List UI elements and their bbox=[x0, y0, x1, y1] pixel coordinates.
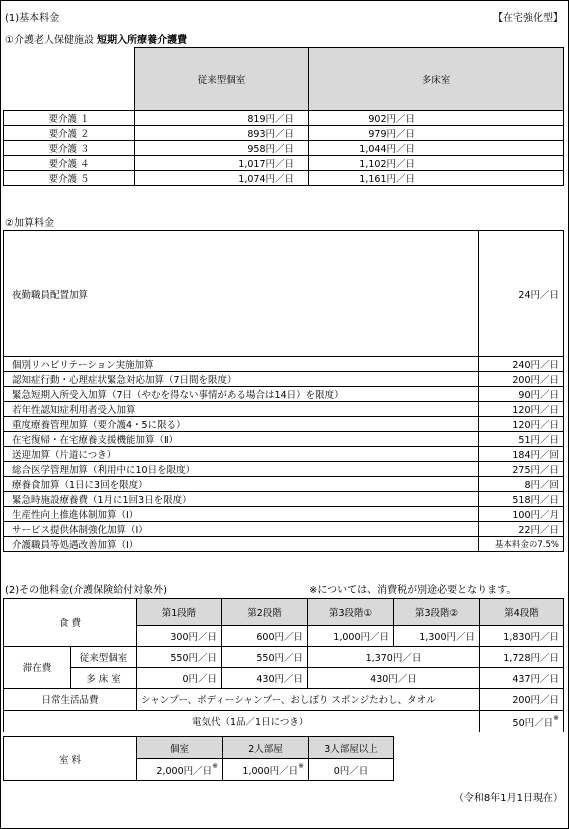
private-fee: 958円／日 bbox=[135, 141, 309, 156]
shared-fee: 979円／日 bbox=[309, 126, 564, 141]
private-fee: 1,017円／日 bbox=[135, 156, 309, 171]
addon-value: 240円／日 bbox=[479, 357, 564, 372]
care-level-label: 要介護 １ bbox=[4, 111, 135, 126]
room-col-double: 2人部屋 bbox=[223, 737, 309, 759]
stage-header: 第1段階 bbox=[137, 599, 222, 626]
care-level-label: 要介護 ３ bbox=[4, 141, 135, 156]
addon-value: 120円／日 bbox=[479, 417, 564, 432]
table-row bbox=[4, 387, 564, 402]
col-shared: 多床室 bbox=[309, 48, 564, 111]
addon-value: 200円／日 bbox=[479, 372, 564, 387]
stay-fee: 0円／日 bbox=[137, 667, 222, 688]
table-row bbox=[4, 710, 564, 732]
addon-value: 120円／日 bbox=[479, 402, 564, 417]
tax-note: ※については、消費税が別途必要となります。 bbox=[309, 585, 517, 596]
stay-fee: 1,728円／日 bbox=[480, 646, 564, 667]
electric-fee-cell bbox=[480, 710, 564, 732]
electric-row bbox=[4, 710, 480, 732]
room-fee-cell bbox=[223, 759, 309, 781]
table-row bbox=[4, 141, 564, 156]
addon-value: 90円／日 bbox=[479, 387, 564, 402]
meal-fee: 600円／日 bbox=[222, 625, 308, 646]
addons-heading: ②加算料金 bbox=[5, 218, 54, 229]
shared-fee: 1,102円／日 bbox=[309, 156, 564, 171]
blank-corner bbox=[4, 48, 135, 111]
table-row bbox=[4, 111, 564, 126]
addon-label: 重度療養管理加算（要介護4・5に限る） bbox=[4, 417, 479, 432]
table-row bbox=[4, 231, 564, 357]
daily-fee: 200円／日 bbox=[480, 688, 564, 710]
stay-fee: 430円／日 bbox=[222, 667, 308, 688]
basic-heading bbox=[5, 31, 187, 46]
addon-label: 緊急短期入所受入加算（7日（やむを得ない事情がある場合は14日）を限度） bbox=[4, 387, 479, 402]
daily-desc: シャンプー、ボディーシャンプー、おしぼり スポンジたわし、タオル bbox=[137, 688, 480, 710]
addon-label: 介護職員等処遇改善加算（Ⅰ） bbox=[4, 537, 479, 552]
room-fee: 0円／日 bbox=[309, 759, 394, 781]
meal-fee: 1,300円／日 bbox=[394, 625, 480, 646]
room-col-multi: 3人部屋以上 bbox=[309, 737, 394, 759]
meal-fee: 300円／日 bbox=[137, 625, 222, 646]
section-title: (1)基本料金 bbox=[5, 13, 60, 24]
table-row bbox=[4, 372, 564, 387]
effective-date: （令和8年1月1日現在） bbox=[453, 793, 563, 804]
table-row bbox=[4, 357, 564, 372]
other-fee-table bbox=[3, 598, 564, 732]
addon-value: 51円／日 bbox=[479, 432, 564, 447]
addon-value: 8円／回 bbox=[479, 477, 564, 492]
tax-mark: ※ bbox=[553, 713, 559, 722]
basic-heading-bold: 短期入所療養介護費 bbox=[97, 35, 188, 46]
table-row bbox=[4, 507, 564, 522]
stage-header: 第2段階 bbox=[222, 599, 308, 626]
addon-value: 184円／回 bbox=[479, 447, 564, 462]
table-row bbox=[4, 402, 564, 417]
private-fee: 1,074円／日 bbox=[135, 171, 309, 186]
addon-label: サービス提供体制強化加算（Ⅰ） bbox=[4, 522, 479, 537]
addon-label: 在宅復帰・在宅療養支援機能加算（Ⅱ） bbox=[4, 432, 479, 447]
table-row bbox=[4, 417, 564, 432]
addon-label: 療養食加算（1日に3回を限度） bbox=[4, 477, 479, 492]
addon-label: 送迎加算（片道につき） bbox=[4, 447, 479, 462]
table-row bbox=[4, 462, 564, 477]
stay-fee: 550円／日 bbox=[137, 646, 222, 667]
table-row bbox=[4, 126, 564, 141]
stay-fee: 437円／日 bbox=[480, 667, 564, 688]
other-heading: (2)その他料金(介護保険給付対象外) bbox=[5, 585, 167, 596]
table-row bbox=[4, 477, 564, 492]
table-row bbox=[4, 646, 564, 667]
table-row bbox=[4, 667, 564, 688]
table-row bbox=[4, 522, 564, 537]
private-fee: 819円／日 bbox=[135, 111, 309, 126]
room-fee-table bbox=[3, 736, 394, 781]
shared-fee: 902円／日 bbox=[309, 111, 564, 126]
care-level-label: 要介護 ２ bbox=[4, 126, 135, 141]
table-row bbox=[4, 171, 564, 186]
col-private: 従来型個室 bbox=[135, 48, 309, 111]
meal-label: 食 費 bbox=[4, 599, 137, 647]
addon-value: 100円／月 bbox=[479, 507, 564, 522]
addon-label: 生産性向上推進体制加算（Ⅰ） bbox=[4, 507, 479, 522]
daily-label: 日常生活品費 bbox=[4, 688, 137, 710]
addon-label: 総合医学管理加算（利用中に10日を限度） bbox=[4, 462, 479, 477]
stay-fee: 430円／日 bbox=[308, 667, 480, 688]
addon-label: 認知症行動・心理症状緊急対応加算（7日間を限度） bbox=[4, 372, 479, 387]
care-level-label: 要介護 ４ bbox=[4, 156, 135, 171]
shared-fee: 1,044円／日 bbox=[309, 141, 564, 156]
addons-table bbox=[3, 230, 564, 552]
room-col-private: 個室 bbox=[137, 737, 223, 759]
table-row bbox=[4, 688, 564, 710]
meal-fee: 1,830円／日 bbox=[480, 625, 564, 646]
room-fee: 1,000円／日 bbox=[242, 766, 299, 777]
shared-fee: 1,161円／日 bbox=[309, 171, 564, 186]
tax-mark: ※ bbox=[212, 762, 218, 770]
addon-label: 若年性認知症利用者受入加算 bbox=[4, 402, 479, 417]
tax-mark: ※ bbox=[298, 762, 304, 770]
meal-fee: 1,000円／日 bbox=[308, 625, 394, 646]
addon-value: 518円／日 bbox=[479, 492, 564, 507]
stay-private-label: 従来型個室 bbox=[71, 646, 137, 667]
table-row bbox=[4, 447, 564, 462]
basic-heading-prefix: ①介護老人保健施設 bbox=[5, 35, 98, 46]
addon-value: 24円／日 bbox=[479, 231, 564, 357]
stay-shared-label: 多 床 室 bbox=[71, 667, 137, 688]
table-row bbox=[4, 537, 564, 552]
stay-fee: 550円／日 bbox=[222, 646, 308, 667]
room-fee-cell bbox=[137, 759, 223, 781]
addon-label: 緊急時施設療養費（1月に1回3日を限度） bbox=[4, 492, 479, 507]
electric-fee: 50円／日 bbox=[512, 717, 554, 729]
table-row bbox=[4, 432, 564, 447]
room-label: 室 料 bbox=[4, 737, 137, 781]
stage-header: 第3段階① bbox=[308, 599, 394, 626]
addon-value: 275円／日 bbox=[479, 462, 564, 477]
stage-header: 第4段階 bbox=[480, 599, 564, 626]
private-fee: 893円／日 bbox=[135, 126, 309, 141]
addon-value: 22円／日 bbox=[479, 522, 564, 537]
basic-fee-table bbox=[3, 47, 564, 186]
care-level-label: 要介護 ５ bbox=[4, 171, 135, 186]
stay-label: 滞在費 bbox=[4, 646, 71, 688]
stay-fee: 1,370円／日 bbox=[308, 646, 480, 667]
table-row bbox=[4, 492, 564, 507]
electric-label: 電気代（1品／1日につき） bbox=[192, 717, 309, 729]
addon-value: 基本料金の7.5% bbox=[479, 537, 564, 552]
addon-label: 夜勤職員配置加算 bbox=[4, 231, 479, 357]
stage-header: 第3段階② bbox=[394, 599, 480, 626]
addon-label: 個別リハビリテーション実施加算 bbox=[4, 357, 479, 372]
room-fee: 2,000円／日 bbox=[156, 766, 213, 777]
type-label: 【在宅強化型】 bbox=[493, 13, 563, 24]
table-row bbox=[4, 156, 564, 171]
